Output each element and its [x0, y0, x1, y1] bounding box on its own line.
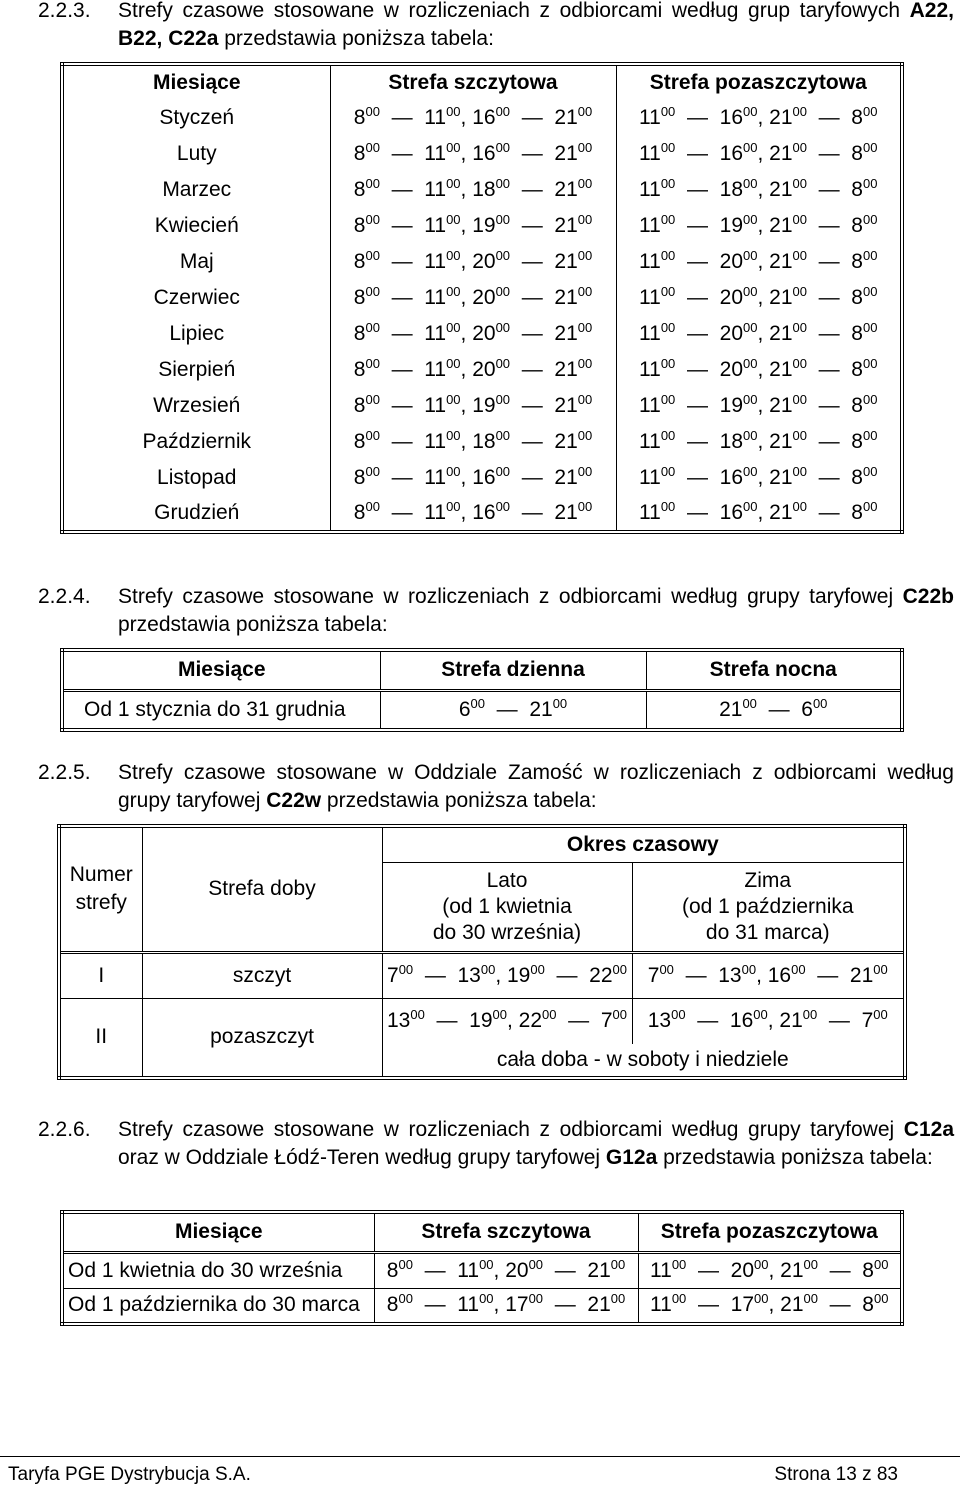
header-winter: [632, 862, 905, 952]
section-number: 2.2.6.: [38, 1118, 91, 1141]
offpeak-hours: $11^{00}$ — $20^{00}$, $21^{00}$ — $8^{00}$: [616, 316, 902, 352]
offpeak-hours: $11^{00}$ — $18^{00}$, $21^{00}$ — $8^{00}$: [616, 424, 902, 460]
month-cell: Wrzesień: [62, 388, 330, 424]
zone-number: I: [59, 952, 142, 998]
offpeak-hours: $11^{00}$ — $20^{00}$, $21^{00}$ — $8^{00}$: [616, 280, 902, 316]
table-2-2-4: [60, 648, 904, 732]
table-row: [59, 998, 905, 1044]
month-cell: Grudzień: [62, 496, 330, 532]
offpeak-hours: $11^{00}$ — $19^{00}$, $21^{00}$ — $8^{00}$: [616, 388, 902, 424]
zone-name: szczyt: [142, 952, 382, 998]
table-row: [62, 316, 902, 352]
header-summer: [382, 862, 632, 952]
offpeak-hours: $11^{00}$ — $16^{00}$, $21^{00}$ — $8^{00}$: [616, 136, 902, 172]
offpeak-hours: $11^{00}$ — $20^{00}$, $21^{00}$ — $8^{00}$: [638, 1252, 902, 1288]
night-hours: $21^{00}$ — $6^{00}$: [646, 690, 902, 730]
header-zone-number-text: Numer strefy: [69, 863, 133, 915]
table-row: [62, 100, 902, 136]
table-row: [62, 208, 902, 244]
peak-hours: $8^{00}$ — $11^{00}$, $20^{00}$ — $21^{00}$: [330, 244, 616, 280]
section-2-2-4-intro: [38, 583, 954, 639]
header-day-zone: Strefa dzienna: [380, 650, 646, 690]
weekend-note: cała doba - w soboty i niedziele: [382, 1044, 905, 1078]
table-row: [62, 388, 902, 424]
peak-hours: $8^{00}$ — $11^{00}$, $18^{00}$ — $21^{00}$: [330, 172, 616, 208]
footer-left: Taryfa PGE Dystrybucja S.A.: [8, 1464, 251, 1485]
header-months: Miesiące: [62, 64, 330, 100]
table-row: [59, 952, 905, 998]
offpeak-hours: $11^{00}$ — $16^{00}$, $21^{00}$ — $8^{00}$: [616, 100, 902, 136]
section-text-content: Strefy czasowe stosowane w rozliczeniach z odbiorcami według grupy taryfowej C12a oraz w Oddziale Łódź-Teren według grupy taryfowej G12a przedstawia poniższa tabela:: [118, 1118, 954, 1169]
offpeak-hours: $11^{00}$ — $18^{00}$, $21^{00}$ — $8^{00}$: [616, 172, 902, 208]
footer-divider: [0, 1456, 960, 1457]
table-row: [62, 460, 902, 496]
month-cell: Maj: [62, 244, 330, 280]
footer-page-number: Strona 13 z 83: [774, 1464, 898, 1485]
peak-hours: $8^{00}$ — $11^{00}$, $18^{00}$ — $21^{00}$: [330, 424, 616, 460]
zone-number: II: [59, 998, 142, 1078]
section-text-content: Strefy czasowe stosowane w rozliczeniach z odbiorcami według grupy taryfowej C22b przedstawia poniższa tabela:: [118, 585, 954, 636]
section-number: 2.2.4.: [38, 585, 91, 608]
table-header-row: [62, 650, 902, 690]
section-2-2-3-intro: [38, 0, 954, 53]
section-text: [118, 1116, 954, 1172]
header-months: Miesiące: [62, 650, 380, 690]
period-cell: Od 1 października do 30 marca: [62, 1288, 374, 1324]
header-time-period: Okres czasowy: [382, 826, 905, 862]
table-row: [62, 690, 902, 730]
month-cell: Listopad: [62, 460, 330, 496]
period-cell: Od 1 kwietnia do 30 września: [62, 1252, 374, 1288]
peak-hours: $8^{00}$ — $11^{00}$, $20^{00}$ — $21^{00}$: [374, 1252, 638, 1288]
offpeak-hours: $11^{00}$ — $19^{00}$, $21^{00}$ — $8^{00}$: [616, 208, 902, 244]
offpeak-hours: $11^{00}$ — $16^{00}$, $21^{00}$ — $8^{00}$: [616, 496, 902, 532]
section-text-content: Strefy czasowe stosowane w rozliczeniach z odbiorcami według grup taryfowych A22, B22, C22a przedstawia poniższa tabela:: [118, 0, 954, 50]
zone-name: pozaszczyt: [142, 998, 382, 1078]
month-cell: Czerwiec: [62, 280, 330, 316]
section-text-content: Strefy czasowe stosowane w Oddziale Zamość w rozliczeniach z odbiorcami według grupy taryfowej C22w przedstawia poniższa tabela:: [118, 761, 954, 812]
section-number: 2.2.5.: [38, 761, 91, 784]
header-peak-zone: Strefa szczytowa: [330, 64, 616, 100]
peak-hours: $8^{00}$ — $11^{00}$, $20^{00}$ — $21^{00}$: [330, 352, 616, 388]
offpeak-hours: $11^{00}$ — $20^{00}$, $21^{00}$ — $8^{00}$: [616, 244, 902, 280]
month-cell: Luty: [62, 136, 330, 172]
table-row: [62, 136, 902, 172]
peak-hours: $8^{00}$ — $11^{00}$, $17^{00}$ — $21^{00}$: [374, 1288, 638, 1324]
winter-to: do 31 marca): [705, 920, 830, 944]
month-cell: Marzec: [62, 172, 330, 208]
offpeak-hours: $11^{00}$ — $20^{00}$, $21^{00}$ — $8^{00}$: [616, 352, 902, 388]
header-offpeak-zone: Strefa pozaszczytowa: [616, 64, 902, 100]
day-hours: $6^{00}$ — $21^{00}$: [380, 690, 646, 730]
section-2-2-6-intro: [38, 1116, 954, 1172]
section-text: [118, 759, 954, 815]
section-text: [118, 0, 954, 53]
winter-hours: $7^{00}$ — $13^{00}$, $16^{00}$ — $21^{00}$: [632, 952, 905, 998]
summer-hours: $13^{00}$ — $19^{00}$, $22^{00}$ — $7^{00}$: [382, 998, 632, 1044]
peak-hours: $8^{00}$ — $11^{00}$, $16^{00}$ — $21^{00}$: [330, 460, 616, 496]
section-text: [118, 583, 954, 639]
summer-from: (od 1 kwietnia: [442, 894, 572, 918]
month-cell: Kwiecień: [62, 208, 330, 244]
peak-hours: $8^{00}$ — $11^{00}$, $20^{00}$ — $21^{00}$: [330, 316, 616, 352]
header-night-zone: Strefa nocna: [646, 650, 902, 690]
peak-hours: $8^{00}$ — $11^{00}$, $16^{00}$ — $21^{00}$: [330, 136, 616, 172]
peak-hours: $8^{00}$ — $11^{00}$, $16^{00}$ — $21^{00}$: [330, 100, 616, 136]
month-cell: Styczeń: [62, 100, 330, 136]
table-2-2-6: [60, 1210, 904, 1326]
winter-from: (od 1 października: [681, 894, 854, 918]
month-cell: Sierpień: [62, 352, 330, 388]
month-cell: Lipiec: [62, 316, 330, 352]
month-cell: Październik: [62, 424, 330, 460]
peak-hours: $8^{00}$ — $11^{00}$, $19^{00}$ — $21^{00}$: [330, 388, 616, 424]
peak-hours: $8^{00}$ — $11^{00}$, $16^{00}$ — $21^{00}$: [330, 496, 616, 532]
summer-to: do 30 września): [432, 920, 582, 944]
header-peak-zone: Strefa szczytowa: [374, 1212, 638, 1252]
table-header-row: [62, 64, 902, 100]
summer-title: Lato: [486, 868, 528, 892]
table-row: [62, 1252, 902, 1288]
winter-hours: $13^{00}$ — $16^{00}$, $21^{00}$ — $7^{00}$: [632, 998, 905, 1044]
winter-title: Zima: [744, 868, 792, 892]
offpeak-hours: $11^{00}$ — $17^{00}$, $21^{00}$ — $8^{00}$: [638, 1288, 902, 1324]
table-row: [62, 172, 902, 208]
header-offpeak-zone: Strefa pozaszczytowa: [638, 1212, 902, 1252]
peak-hours: $8^{00}$ — $11^{00}$, $20^{00}$ — $21^{00}$: [330, 280, 616, 316]
summer-hours: $7^{00}$ — $13^{00}$, $19^{00}$ — $22^{00}$: [382, 952, 632, 998]
table-row: [62, 1288, 902, 1324]
table-row: [62, 496, 902, 532]
header-months: Miesiące: [62, 1212, 374, 1252]
table-row: [62, 280, 902, 316]
header-zone-number: [59, 826, 142, 952]
section-number: 2.2.3.: [38, 0, 91, 22]
period-cell: Od 1 stycznia do 31 grudnia: [62, 690, 380, 730]
section-2-2-5-intro: [38, 759, 954, 815]
table-header-row: [62, 1212, 902, 1252]
table-row: [62, 424, 902, 460]
table-row: [62, 352, 902, 388]
peak-hours: $8^{00}$ — $11^{00}$, $19^{00}$ — $21^{00}$: [330, 208, 616, 244]
offpeak-hours: $11^{00}$ — $16^{00}$, $21^{00}$ — $8^{00}$: [616, 460, 902, 496]
table-2-2-3: [60, 62, 904, 534]
table-2-2-5: [57, 824, 907, 1080]
header-zone-of-day: Strefa doby: [142, 826, 382, 952]
table-row: [62, 244, 902, 280]
